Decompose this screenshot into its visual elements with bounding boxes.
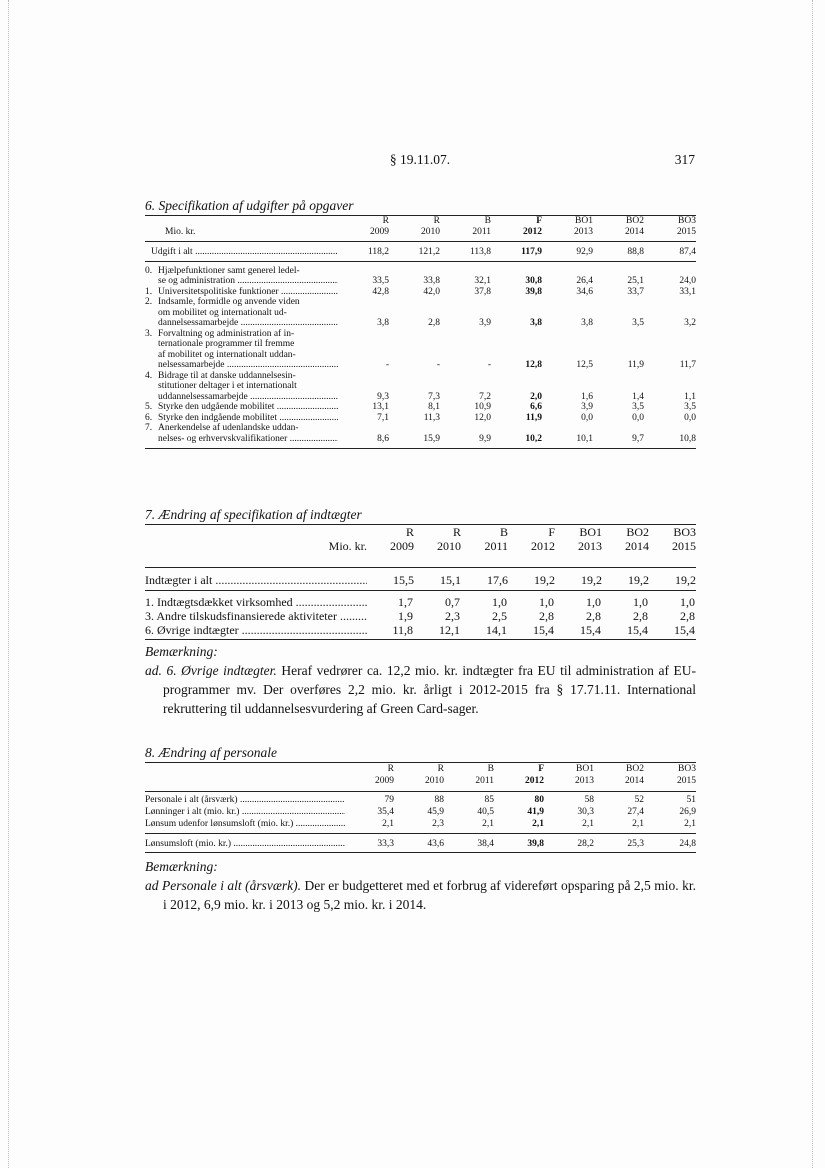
row-label-wrap — [145, 266, 338, 287]
row-text — [158, 402, 338, 413]
value-cell: 12,5 — [576, 360, 593, 370]
value-cell: 1,4 — [632, 391, 644, 402]
row-label-wrap — [145, 402, 338, 413]
total-label-text: Udgift i alt ..... — [151, 247, 338, 258]
table-row — [145, 287, 696, 298]
table-row — [145, 413, 696, 424]
row-text-line: ternationale programmer til fremme — [158, 339, 295, 349]
value-cell: 42,0 — [423, 286, 440, 297]
value-cell: 33,1 — [679, 286, 696, 297]
page-number: 317 — [674, 152, 695, 167]
value-cell: 3,8 — [530, 318, 542, 328]
note-ref: ad. 6. Øvrige indtægter. — [145, 663, 277, 678]
total-label — [145, 242, 338, 262]
value-cell: 10,1 — [576, 433, 593, 444]
value-cell: 10,9 — [474, 402, 491, 412]
value-cell: 2,8 — [680, 609, 695, 623]
column-year: 2013 — [555, 539, 602, 568]
value-cell: 11,3 — [423, 412, 440, 423]
value-cell: 7,1 — [377, 412, 389, 423]
column-type: R — [437, 764, 444, 774]
row-label — [145, 371, 338, 403]
value-cell: 24,8 — [644, 834, 696, 853]
value-cell: 0,0 — [581, 412, 593, 423]
column-type: BO3 — [678, 216, 696, 226]
column-year: 2010 — [394, 775, 444, 792]
row-label-wrap — [145, 371, 338, 403]
loft-row — [145, 834, 696, 853]
table7-title: 7. Ændring af specifikation af indtægter — [145, 507, 362, 522]
row-label-wrap — [145, 423, 338, 444]
value-cell: 118,2 — [338, 242, 389, 262]
table6-title: 6. Specifikation af udgifter på opgaver — [145, 198, 354, 213]
row-text-line: nelses- og erhvervskvalifikationer ..... — [158, 434, 338, 445]
column-year: 2015 — [644, 227, 696, 242]
table6 — [145, 215, 696, 449]
unit-label — [145, 775, 345, 792]
row-number: 7. — [145, 423, 153, 433]
row-text — [158, 297, 338, 329]
note-text: Heraf vedrører ca. 12,2 mio. kr. indtægter fra EU til administration af EU-programmer mv. Der overføres 2,2 mio. kr. årligt i 2012-2015 fra § 17.71.11. International rekruttering til uddannelsesvurdering af Green Card-sager. — [163, 663, 696, 716]
value-cell: 27,4 — [627, 807, 644, 817]
value-cell: - — [436, 360, 440, 370]
value-cell: 3,9 — [581, 402, 593, 412]
header-spacer — [145, 216, 338, 227]
row-text-line: stitutioner deltager i et internationalt — [158, 381, 297, 391]
value-cell: 87,4 — [644, 242, 696, 262]
header-row-year — [145, 775, 696, 792]
value-cell: 39,8 — [494, 834, 544, 853]
value-cell: 15,4 — [674, 623, 695, 637]
table-row — [145, 591, 696, 610]
value-cell: 39,8 — [525, 286, 542, 297]
total-label — [145, 568, 367, 591]
row-text — [158, 329, 338, 371]
row-label — [145, 413, 338, 424]
value-cell: 40,5 — [477, 807, 494, 817]
column-year: 2012 — [494, 775, 544, 792]
column-type: F — [548, 525, 555, 539]
row-label — [145, 297, 338, 329]
column-year: 2011 — [461, 539, 508, 568]
value-cell: 35,4 — [377, 807, 394, 817]
section-reference: § 19.11.07. — [389, 152, 451, 167]
header-spacer — [145, 525, 367, 540]
value-cell: 10,2 — [525, 433, 542, 444]
value-cell: 25,3 — [594, 834, 644, 853]
value-cell: 33,8 — [423, 276, 440, 286]
column-type: BO2 — [626, 764, 644, 774]
value-cell: 2,8 — [539, 609, 554, 623]
column-type: BO1 — [576, 764, 594, 774]
note-body — [145, 876, 696, 914]
column-type: BO3 — [678, 764, 696, 774]
total-label-text: Indtægter i alt ..... — [145, 573, 367, 587]
value-cell: 19,2 — [649, 568, 696, 591]
value-cell: 42,8 — [372, 286, 389, 297]
value-cell: 2,1 — [582, 819, 594, 829]
value-cell: 58 — [584, 795, 594, 805]
row-text-line: Hjælpefunktioner samt generel ledel- — [158, 265, 300, 276]
value-cell: 6,6 — [530, 402, 542, 412]
loft-label-text: Lønsumsloft (mio. kr.) ..... — [145, 838, 345, 850]
value-cell: 117,9 — [491, 242, 542, 262]
row-label-text: 3. Andre tilskudsfinansierede aktiviteter ..... — [145, 609, 367, 623]
column-year: 2010 — [389, 227, 440, 242]
value-cell: 2,3 — [432, 819, 444, 829]
loft-label — [145, 834, 345, 853]
row-label — [145, 792, 345, 807]
total-row — [145, 568, 696, 591]
row-label — [145, 623, 367, 640]
row-label — [145, 402, 338, 413]
value-cell: 80 — [534, 795, 544, 805]
row-text-line: om mobilitet og internationalt ud- — [158, 307, 287, 318]
column-type: B — [484, 216, 491, 226]
table8-title: 8. Ændring af personale — [145, 745, 278, 760]
column-year: 2011 — [444, 775, 494, 792]
row-number: 5. — [145, 402, 153, 412]
value-cell: 3,5 — [632, 402, 644, 412]
table-row — [145, 609, 696, 623]
row-text — [158, 413, 338, 424]
row-number: 6. — [145, 412, 153, 423]
value-cell: 92,9 — [542, 242, 593, 262]
value-cell: 45,9 — [427, 807, 444, 817]
value-cell: 0,0 — [632, 412, 644, 423]
row-text-line: uddannelsessamarbejde ..... — [158, 392, 338, 403]
column-type: F — [536, 216, 542, 226]
table-row — [145, 402, 696, 413]
value-cell: 19,2 — [602, 568, 649, 591]
value-cell: 15,4 — [533, 623, 554, 637]
value-cell: 1,0 — [492, 595, 507, 609]
value-cell: 26,4 — [576, 276, 593, 286]
row-number: 0. — [145, 265, 153, 276]
value-cell: 11,9 — [525, 412, 542, 423]
row-label-text: 1. Indtægtsdækket virksomhed ..... — [145, 595, 367, 609]
column-year: 2009 — [345, 775, 394, 792]
row-label-text: 6. Øvrige indtægter ..... — [145, 623, 367, 637]
row-text-line: Forvaltning og administration af in- — [158, 328, 295, 339]
table7-note — [145, 642, 696, 718]
section-7 — [145, 506, 696, 718]
column-year: 2009 — [338, 227, 389, 242]
value-cell: 51 — [686, 795, 696, 805]
value-cell: 19,2 — [508, 568, 555, 591]
column-year: 2014 — [602, 539, 649, 568]
column-year: 2011 — [440, 227, 491, 242]
value-cell: 7,3 — [428, 391, 440, 402]
value-cell: 2,8 — [586, 609, 601, 623]
row-label-text: Lønsum udenfor lønsumsloft (mio. kr.) ..... — [145, 818, 345, 830]
value-cell: - — [385, 360, 389, 370]
row-label-wrap — [145, 329, 338, 371]
value-cell: 10,8 — [679, 433, 696, 444]
value-cell: 15,1 — [414, 568, 461, 591]
value-cell: 26,9 — [679, 807, 696, 817]
row-text-line: Styrke den udgående mobilitet ..... — [158, 402, 338, 413]
row-label — [145, 818, 345, 834]
column-year: 2009 — [367, 539, 414, 568]
value-cell: 3,2 — [684, 318, 696, 328]
table-row — [145, 371, 696, 403]
value-cell: 19,2 — [555, 568, 602, 591]
value-cell: 15,4 — [580, 623, 601, 637]
row-text — [158, 371, 338, 403]
scan-edge-left — [8, 0, 9, 1168]
value-cell: 2,1 — [632, 819, 644, 829]
page-header — [145, 152, 695, 172]
value-cell: 85 — [484, 795, 494, 805]
value-cell: - — [487, 360, 491, 370]
value-cell: 8,1 — [428, 402, 440, 412]
column-type: R — [452, 525, 461, 539]
value-cell: 1,1 — [684, 391, 696, 402]
row-label-wrap — [145, 287, 338, 298]
row-text — [158, 287, 338, 298]
value-cell: 30,3 — [577, 807, 594, 817]
value-cell: 2,3 — [445, 609, 460, 623]
value-cell: 1,0 — [633, 595, 648, 609]
table8 — [145, 762, 696, 853]
row-text — [158, 423, 338, 444]
column-type: BO3 — [673, 525, 696, 539]
column-year: 2012 — [491, 227, 542, 242]
column-year: 2013 — [544, 775, 594, 792]
value-cell: 12,0 — [474, 412, 491, 423]
value-cell: 1,7 — [398, 595, 413, 609]
column-type: B — [487, 764, 494, 774]
value-cell: 8,6 — [377, 433, 389, 444]
value-cell: 24,0 — [679, 276, 696, 286]
table-row — [145, 623, 696, 640]
table8-note — [145, 857, 696, 914]
row-text — [158, 266, 338, 287]
column-type: R — [382, 216, 389, 226]
table-row — [145, 792, 696, 807]
row-number: 2. — [145, 297, 153, 307]
value-cell: 2,1 — [482, 819, 494, 829]
value-cell: 2,8 — [633, 609, 648, 623]
column-year: 2013 — [542, 227, 593, 242]
row-label-wrap — [145, 297, 338, 329]
row-text-line: nelsessamarbejde ..... — [158, 360, 338, 371]
value-cell: 43,6 — [394, 834, 444, 853]
table7 — [145, 524, 696, 640]
value-cell: 0,0 — [684, 412, 696, 423]
value-cell: 37,8 — [474, 286, 491, 297]
header-row-year — [145, 539, 696, 568]
column-type: R — [433, 216, 440, 226]
column-type: R — [405, 525, 414, 539]
value-cell: 33,7 — [627, 286, 644, 297]
table-row — [145, 297, 696, 329]
column-year: 2010 — [414, 539, 461, 568]
column-type: BO2 — [626, 216, 644, 226]
row-label — [145, 287, 338, 298]
row-label — [145, 591, 367, 610]
column-year: 2014 — [593, 227, 644, 242]
value-cell: 3,8 — [377, 318, 389, 328]
value-cell: 9,9 — [479, 433, 491, 444]
value-cell: 2,8 — [428, 318, 440, 328]
row-label-text: Personale i alt (årsværk) ..... — [145, 794, 345, 806]
note-body — [145, 661, 696, 718]
column-year: 2015 — [644, 775, 696, 792]
table-row — [145, 329, 696, 371]
value-cell: 14,1 — [486, 623, 507, 637]
row-text-line: Bidrage til at danske uddannelsesin- — [158, 370, 296, 381]
header-row-year — [145, 227, 696, 242]
section-8 — [145, 744, 696, 914]
value-cell: 1,9 — [398, 609, 413, 623]
value-cell: 2,1 — [684, 819, 696, 829]
note-heading: Bemærkning: — [145, 859, 218, 874]
row-label-wrap — [145, 413, 338, 424]
value-cell: 1,6 — [581, 391, 593, 402]
note-text: Der er budgetteret med et forbrug af videreført opsparing på 2,5 mio. kr. i 2012, 6,9 mio. kr. i 2013 og 5,2 mio. kr. i 2014. — [163, 878, 697, 912]
value-cell: 2,0 — [530, 391, 542, 402]
value-cell: 25,1 — [627, 276, 644, 286]
row-label — [145, 423, 338, 449]
column-type: F — [538, 764, 544, 774]
value-cell: 1,0 — [586, 595, 601, 609]
table-row — [145, 818, 696, 834]
value-cell: 15,9 — [423, 433, 440, 444]
value-cell: 28,2 — [544, 834, 594, 853]
header-spacer — [145, 763, 345, 776]
value-cell: 52 — [634, 795, 644, 805]
value-cell: 34,6 — [576, 286, 593, 297]
value-cell: 88 — [434, 795, 444, 805]
header-row-type — [145, 763, 696, 776]
value-cell: 41,9 — [527, 807, 544, 817]
value-cell: 11,9 — [627, 360, 644, 370]
value-cell: 2,1 — [532, 819, 544, 829]
value-cell: 32,1 — [474, 276, 491, 286]
column-type: R — [387, 764, 394, 774]
table-row — [145, 423, 696, 449]
row-label — [145, 261, 338, 287]
note-heading: Bemærkning: — [145, 644, 218, 659]
value-cell: 7,2 — [479, 391, 491, 402]
table-row — [145, 261, 696, 287]
row-text-line: Universitetspolitiske funktioner ..... — [158, 287, 338, 298]
row-text-line: se og administration ..... — [158, 276, 338, 287]
value-cell: 79 — [384, 795, 394, 805]
value-cell: 88,8 — [593, 242, 644, 262]
table-row — [145, 806, 696, 818]
row-label — [145, 329, 338, 371]
header-row-type — [145, 525, 696, 540]
value-cell: 33,5 — [372, 276, 389, 286]
column-year: 2014 — [594, 775, 644, 792]
value-cell: 2,1 — [382, 819, 394, 829]
value-cell: 2,5 — [492, 609, 507, 623]
value-cell: 0,7 — [445, 595, 460, 609]
value-cell: 121,2 — [389, 242, 440, 262]
header-row-type — [145, 216, 696, 227]
unit-label: Mio. kr. — [145, 539, 367, 568]
value-cell: 11,8 — [392, 623, 413, 637]
value-cell: 38,4 — [444, 834, 494, 853]
row-text-line: Indsamle, formidle og anvende viden — [158, 297, 300, 307]
value-cell: 3,9 — [479, 318, 491, 328]
value-cell: 9,7 — [632, 433, 644, 444]
value-cell: 3,5 — [684, 402, 696, 412]
row-label — [145, 609, 367, 623]
value-cell: 11,7 — [679, 360, 696, 370]
column-type: BO2 — [626, 525, 649, 539]
column-type: BO1 — [579, 525, 602, 539]
row-text-line: af mobilitet og internationalt uddan- — [158, 349, 296, 360]
row-number: 4. — [145, 370, 153, 381]
row-number: 3. — [145, 328, 153, 339]
row-text-line: Styrke den indgående mobilitet ..... — [158, 413, 338, 424]
value-cell: 1,0 — [680, 595, 695, 609]
value-cell: 3,5 — [632, 318, 644, 328]
column-type: BO1 — [575, 216, 593, 226]
value-cell: 17,6 — [461, 568, 508, 591]
section-6 — [145, 197, 696, 449]
value-cell: 9,3 — [377, 391, 389, 402]
value-cell: 1,0 — [539, 595, 554, 609]
row-text-line: Anerkendelse af udenlandske uddan- — [158, 423, 299, 433]
total-row — [145, 242, 696, 262]
column-year: 2015 — [649, 539, 696, 568]
value-cell: 13,1 — [372, 402, 389, 412]
column-year: 2012 — [508, 539, 555, 568]
scan-edge-right — [812, 0, 813, 1168]
column-type: B — [499, 525, 508, 539]
row-text-line: dannelsessamarbejde ..... — [158, 318, 338, 329]
row-label — [145, 806, 345, 818]
value-cell: 12,1 — [439, 623, 460, 637]
note-ref: ad Personale i alt (årsværk). — [145, 878, 302, 893]
unit-label: Mio. kr. — [145, 227, 338, 242]
value-cell: 15,4 — [627, 623, 648, 637]
row-label-text: Lønninger i alt (mio. kr.) ..... — [145, 806, 345, 818]
row-number: 1. — [145, 286, 153, 297]
value-cell: 113,8 — [440, 242, 491, 262]
value-cell: 15,5 — [367, 568, 414, 591]
value-cell: 33,3 — [345, 834, 394, 853]
value-cell: 30,8 — [525, 276, 542, 286]
value-cell: 12,8 — [525, 360, 542, 370]
value-cell: 3,8 — [581, 318, 593, 328]
